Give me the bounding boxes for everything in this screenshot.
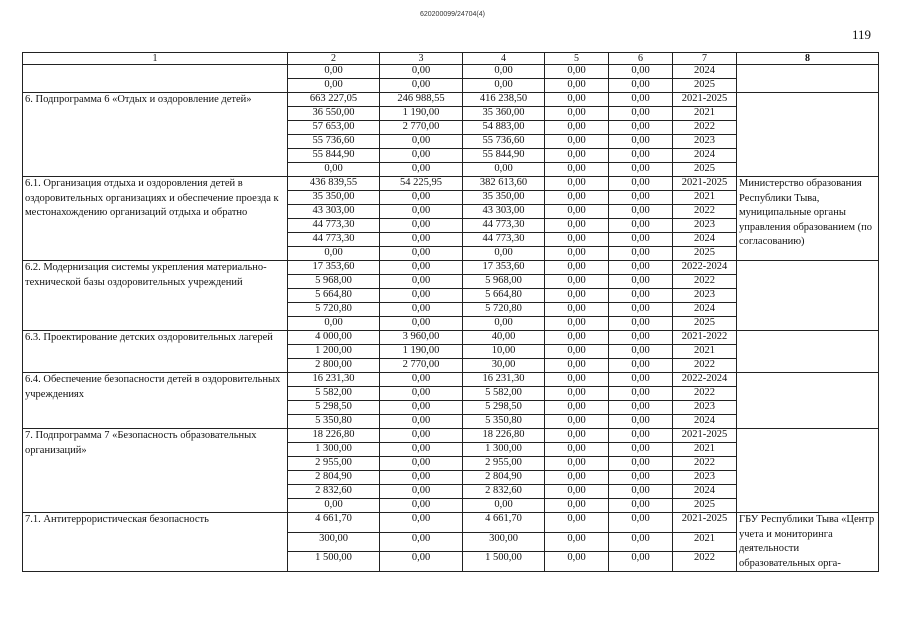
amount-cell: 0,00: [609, 345, 673, 359]
amount-cell: 0,00: [545, 233, 609, 247]
amount-cell: 2 770,00: [380, 359, 463, 373]
amount-cell: 0,00: [545, 107, 609, 121]
amount-cell: 0,00: [380, 79, 463, 93]
table-row: [23, 177, 879, 191]
amount-cell: 1 500,00: [288, 552, 380, 572]
year-cell: 2022: [673, 457, 737, 471]
amount-cell: 40,00: [463, 331, 545, 345]
year-cell: 2024: [673, 65, 737, 79]
amount-cell: 0,00: [463, 163, 545, 177]
column-header: 5: [545, 53, 609, 65]
amount-cell: 0,00: [380, 65, 463, 79]
amount-cell: 1 190,00: [380, 345, 463, 359]
year-cell: 2022-2024: [673, 373, 737, 387]
year-cell: 2024: [673, 149, 737, 163]
amount-cell: 0,00: [380, 303, 463, 317]
amount-cell: 44 773,30: [288, 219, 380, 233]
amount-cell: 0,00: [545, 317, 609, 331]
amount-cell: 44 773,30: [463, 219, 545, 233]
amount-cell: 0,00: [545, 359, 609, 373]
amount-cell: 0,00: [545, 191, 609, 205]
amount-cell: 0,00: [545, 65, 609, 79]
activity-description: 6.2. Модернизация системы укрепления материально-технической базы оздоровительных учреждений: [23, 261, 288, 331]
responsible-executor: [737, 331, 879, 373]
amount-cell: 0,00: [609, 303, 673, 317]
amount-cell: 663 227,05: [288, 93, 380, 107]
amount-cell: 5 720,80: [288, 303, 380, 317]
amount-cell: 43 303,00: [463, 205, 545, 219]
amount-cell: 0,00: [463, 79, 545, 93]
table-row: [23, 65, 879, 79]
amount-cell: 0,00: [463, 317, 545, 331]
year-cell: 2023: [673, 135, 737, 149]
amount-cell: 43 303,00: [288, 205, 380, 219]
amount-cell: 0,00: [545, 345, 609, 359]
amount-cell: 0,00: [545, 121, 609, 135]
amount-cell: 16 231,30: [463, 373, 545, 387]
amount-cell: 0,00: [545, 401, 609, 415]
amount-cell: 0,00: [545, 163, 609, 177]
amount-cell: 5 298,50: [288, 401, 380, 415]
column-number-row: [23, 53, 879, 65]
table-row: [23, 93, 879, 107]
amount-cell: 0,00: [609, 107, 673, 121]
year-cell: 2023: [673, 219, 737, 233]
amount-cell: 0,00: [545, 443, 609, 457]
amount-cell: 0,00: [609, 387, 673, 401]
activity-description: [23, 65, 288, 93]
activity-description: 6.3. Проектирование детских оздоровительных лагерей: [23, 331, 288, 373]
amount-cell: 44 773,30: [463, 233, 545, 247]
amount-cell: 2 770,00: [380, 121, 463, 135]
amount-cell: 0,00: [609, 457, 673, 471]
amount-cell: 0,00: [609, 149, 673, 163]
document-id: 620200099/24704(4): [419, 11, 485, 18]
amount-cell: 17 353,60: [463, 261, 545, 275]
amount-cell: 35 350,00: [288, 191, 380, 205]
year-cell: 2023: [673, 401, 737, 415]
amount-cell: 0,00: [380, 163, 463, 177]
amount-cell: 1 500,00: [463, 552, 545, 572]
amount-cell: 0,00: [609, 191, 673, 205]
amount-cell: 5 968,00: [463, 275, 545, 289]
year-cell: 2022-2024: [673, 261, 737, 275]
amount-cell: 0,00: [609, 499, 673, 513]
activity-description: 7. Подпрограмма 7 «Безопасность образовательных организаций»: [23, 429, 288, 513]
amount-cell: 0,00: [609, 163, 673, 177]
amount-cell: 0,00: [609, 443, 673, 457]
amount-cell: 0,00: [380, 275, 463, 289]
amount-cell: 5 350,80: [463, 415, 545, 429]
amount-cell: 0,00: [609, 429, 673, 443]
year-cell: 2024: [673, 233, 737, 247]
amount-cell: 2 832,60: [463, 485, 545, 499]
amount-cell: 0,00: [545, 79, 609, 93]
year-cell: 2024: [673, 415, 737, 429]
responsible-executor: [737, 65, 879, 93]
amount-cell: 0,00: [380, 429, 463, 443]
amount-cell: 55 736,60: [288, 135, 380, 149]
amount-cell: 0,00: [609, 331, 673, 345]
year-cell: 2025: [673, 247, 737, 261]
amount-cell: 5 350,80: [288, 415, 380, 429]
amount-cell: 0,00: [288, 499, 380, 513]
column-header: 1: [23, 53, 288, 65]
amount-cell: 1 190,00: [380, 107, 463, 121]
amount-cell: 0,00: [545, 275, 609, 289]
activity-description: 6. Подпрограмма 6 «Отдых и оздоровление детей»: [23, 93, 288, 177]
amount-cell: 0,00: [609, 93, 673, 107]
amount-cell: 5 298,50: [463, 401, 545, 415]
amount-cell: 0,00: [609, 177, 673, 191]
amount-cell: 0,00: [609, 219, 673, 233]
year-cell: 2021: [673, 107, 737, 121]
year-cell: 2022: [673, 121, 737, 135]
year-cell: 2024: [673, 303, 737, 317]
amount-cell: 5 582,00: [288, 387, 380, 401]
year-cell: 2022: [673, 359, 737, 373]
amount-cell: 55 844,90: [288, 149, 380, 163]
amount-cell: 436 839,55: [288, 177, 380, 191]
amount-cell: 0,00: [545, 247, 609, 261]
amount-cell: 2 832,60: [288, 485, 380, 499]
table-row: [23, 331, 879, 345]
responsible-executor: ГБУ Республики Тыва «Центр учета и мониторинга деятельности образовательных орга-: [737, 513, 879, 572]
amount-cell: 0,00: [609, 275, 673, 289]
amount-cell: 0,00: [609, 121, 673, 135]
amount-cell: 0,00: [380, 149, 463, 163]
amount-cell: 2 800,00: [288, 359, 380, 373]
amount-cell: 300,00: [288, 532, 380, 552]
amount-cell: 300,00: [463, 532, 545, 552]
amount-cell: 5 720,80: [463, 303, 545, 317]
amount-cell: 0,00: [609, 65, 673, 79]
amount-cell: 0,00: [380, 401, 463, 415]
year-cell: 2021: [673, 532, 737, 552]
column-header: 4: [463, 53, 545, 65]
amount-cell: 57 653,00: [288, 121, 380, 135]
amount-cell: 0,00: [380, 289, 463, 303]
amount-cell: 0,00: [609, 401, 673, 415]
amount-cell: 1 300,00: [288, 443, 380, 457]
year-cell: 2024: [673, 485, 737, 499]
amount-cell: 2 955,00: [463, 457, 545, 471]
year-cell: 2021-2022: [673, 331, 737, 345]
amount-cell: 0,00: [545, 552, 609, 572]
year-cell: 2022: [673, 275, 737, 289]
activity-description: 6.4. Обеспечение безопасности детей в оздоровительных учреждениях: [23, 373, 288, 429]
amount-cell: 0,00: [380, 532, 463, 552]
amount-cell: 35 350,00: [463, 191, 545, 205]
amount-cell: 0,00: [380, 135, 463, 149]
amount-cell: 5 664,80: [288, 289, 380, 303]
amount-cell: 0,00: [288, 317, 380, 331]
year-cell: 2025: [673, 163, 737, 177]
amount-cell: 0,00: [609, 135, 673, 149]
amount-cell: 0,00: [545, 93, 609, 107]
year-cell: 2022: [673, 205, 737, 219]
activity-description: 6.1. Организация отдыха и оздоровления детей в оздоровительных организациях и обеспечение проезда к местонахождению организаций отдыха и обратно: [23, 177, 288, 261]
column-header: 7: [673, 53, 737, 65]
activity-description: 7.1. Антитеррористическая безопасность: [23, 513, 288, 572]
amount-cell: 0,00: [288, 163, 380, 177]
responsible-executor: [737, 429, 879, 513]
amount-cell: 0,00: [545, 532, 609, 552]
amount-cell: 0,00: [463, 247, 545, 261]
amount-cell: 30,00: [463, 359, 545, 373]
amount-cell: 0,00: [288, 65, 380, 79]
responsible-executor: [737, 261, 879, 331]
table-row: [23, 513, 879, 533]
amount-cell: 0,00: [609, 289, 673, 303]
year-cell: 2025: [673, 317, 737, 331]
amount-cell: 0,00: [609, 261, 673, 275]
amount-cell: 36 550,00: [288, 107, 380, 121]
column-header: 8: [737, 53, 879, 65]
year-cell: 2025: [673, 79, 737, 93]
table-row: [23, 429, 879, 443]
amount-cell: 0,00: [463, 65, 545, 79]
amount-cell: 44 773,30: [288, 233, 380, 247]
amount-cell: 16 231,30: [288, 373, 380, 387]
amount-cell: 0,00: [545, 261, 609, 275]
amount-cell: 382 613,60: [463, 177, 545, 191]
year-cell: 2021: [673, 443, 737, 457]
column-header: 6: [609, 53, 673, 65]
responsible-executor: [737, 93, 879, 177]
amount-cell: 18 226,80: [463, 429, 545, 443]
column-header: 3: [380, 53, 463, 65]
amount-cell: 246 988,55: [380, 93, 463, 107]
amount-cell: 0,00: [609, 513, 673, 533]
amount-cell: 0,00: [545, 457, 609, 471]
amount-cell: 0,00: [609, 205, 673, 219]
amount-cell: 0,00: [609, 247, 673, 261]
year-cell: 2021-2025: [673, 177, 737, 191]
amount-cell: 2 804,90: [463, 471, 545, 485]
amount-cell: 0,00: [380, 191, 463, 205]
amount-cell: 0,00: [380, 317, 463, 331]
amount-cell: 0,00: [380, 513, 463, 533]
amount-cell: 0,00: [288, 247, 380, 261]
amount-cell: 0,00: [380, 499, 463, 513]
amount-cell: 0,00: [609, 552, 673, 572]
year-cell: 2023: [673, 289, 737, 303]
amount-cell: 0,00: [380, 261, 463, 275]
amount-cell: 0,00: [609, 317, 673, 331]
year-cell: 2021: [673, 191, 737, 205]
amount-cell: 0,00: [380, 387, 463, 401]
amount-cell: 0,00: [545, 485, 609, 499]
amount-cell: 0,00: [380, 552, 463, 572]
amount-cell: 0,00: [545, 205, 609, 219]
amount-cell: 3 960,00: [380, 331, 463, 345]
year-cell: 2022: [673, 552, 737, 572]
amount-cell: 0,00: [609, 233, 673, 247]
amount-cell: 0,00: [545, 135, 609, 149]
amount-cell: 4 000,00: [288, 331, 380, 345]
amount-cell: 0,00: [545, 415, 609, 429]
amount-cell: 1 200,00: [288, 345, 380, 359]
column-header: 2: [288, 53, 380, 65]
year-cell: 2021-2025: [673, 93, 737, 107]
amount-cell: 0,00: [380, 415, 463, 429]
year-cell: 2023: [673, 471, 737, 485]
amount-cell: 0,00: [609, 415, 673, 429]
page-number: 119: [852, 27, 872, 42]
amount-cell: 0,00: [609, 359, 673, 373]
amount-cell: 0,00: [380, 233, 463, 247]
amount-cell: 54 883,00: [463, 121, 545, 135]
amount-cell: 2 955,00: [288, 457, 380, 471]
amount-cell: 0,00: [380, 485, 463, 499]
amount-cell: 54 225,95: [380, 177, 463, 191]
table-row: [23, 261, 879, 275]
amount-cell: 2 804,90: [288, 471, 380, 485]
amount-cell: 0,00: [545, 149, 609, 163]
amount-cell: 1 300,00: [463, 443, 545, 457]
amount-cell: 0,00: [609, 79, 673, 93]
amount-cell: 0,00: [609, 485, 673, 499]
amount-cell: 0,00: [545, 471, 609, 485]
amount-cell: 18 226,80: [288, 429, 380, 443]
year-cell: 2022: [673, 387, 737, 401]
amount-cell: 55 844,90: [463, 149, 545, 163]
amount-cell: 0,00: [545, 177, 609, 191]
amount-cell: 0,00: [545, 499, 609, 513]
amount-cell: 0,00: [545, 513, 609, 533]
amount-cell: 5 664,80: [463, 289, 545, 303]
amount-cell: 0,00: [545, 219, 609, 233]
amount-cell: 35 360,00: [463, 107, 545, 121]
budget-table: [22, 52, 879, 572]
year-cell: 2025: [673, 499, 737, 513]
amount-cell: 17 353,60: [288, 261, 380, 275]
amount-cell: 0,00: [545, 289, 609, 303]
amount-cell: 416 238,50: [463, 93, 545, 107]
amount-cell: 0,00: [380, 373, 463, 387]
amount-cell: 0,00: [463, 499, 545, 513]
amount-cell: 0,00: [609, 532, 673, 552]
amount-cell: 0,00: [380, 205, 463, 219]
amount-cell: 5 968,00: [288, 275, 380, 289]
amount-cell: 0,00: [545, 387, 609, 401]
year-cell: 2021-2025: [673, 513, 737, 533]
amount-cell: 0,00: [545, 303, 609, 317]
amount-cell: 0,00: [380, 247, 463, 261]
responsible-executor: [737, 373, 879, 429]
amount-cell: 55 736,60: [463, 135, 545, 149]
amount-cell: 0,00: [380, 471, 463, 485]
amount-cell: 0,00: [609, 373, 673, 387]
amount-cell: 0,00: [288, 79, 380, 93]
year-cell: 2021: [673, 345, 737, 359]
amount-cell: 0,00: [380, 219, 463, 233]
amount-cell: 4 661,70: [463, 513, 545, 533]
amount-cell: 0,00: [545, 429, 609, 443]
amount-cell: 0,00: [609, 471, 673, 485]
amount-cell: 0,00: [545, 373, 609, 387]
amount-cell: 10,00: [463, 345, 545, 359]
year-cell: 2021-2025: [673, 429, 737, 443]
amount-cell: 0,00: [545, 331, 609, 345]
amount-cell: 0,00: [380, 457, 463, 471]
amount-cell: 0,00: [380, 443, 463, 457]
amount-cell: 5 582,00: [463, 387, 545, 401]
table-row: [23, 373, 879, 387]
responsible-executor: Министерство образования Республики Тыва, муниципальные органы управления образованием (по согласованию): [737, 177, 879, 261]
amount-cell: 4 661,70: [288, 513, 380, 533]
